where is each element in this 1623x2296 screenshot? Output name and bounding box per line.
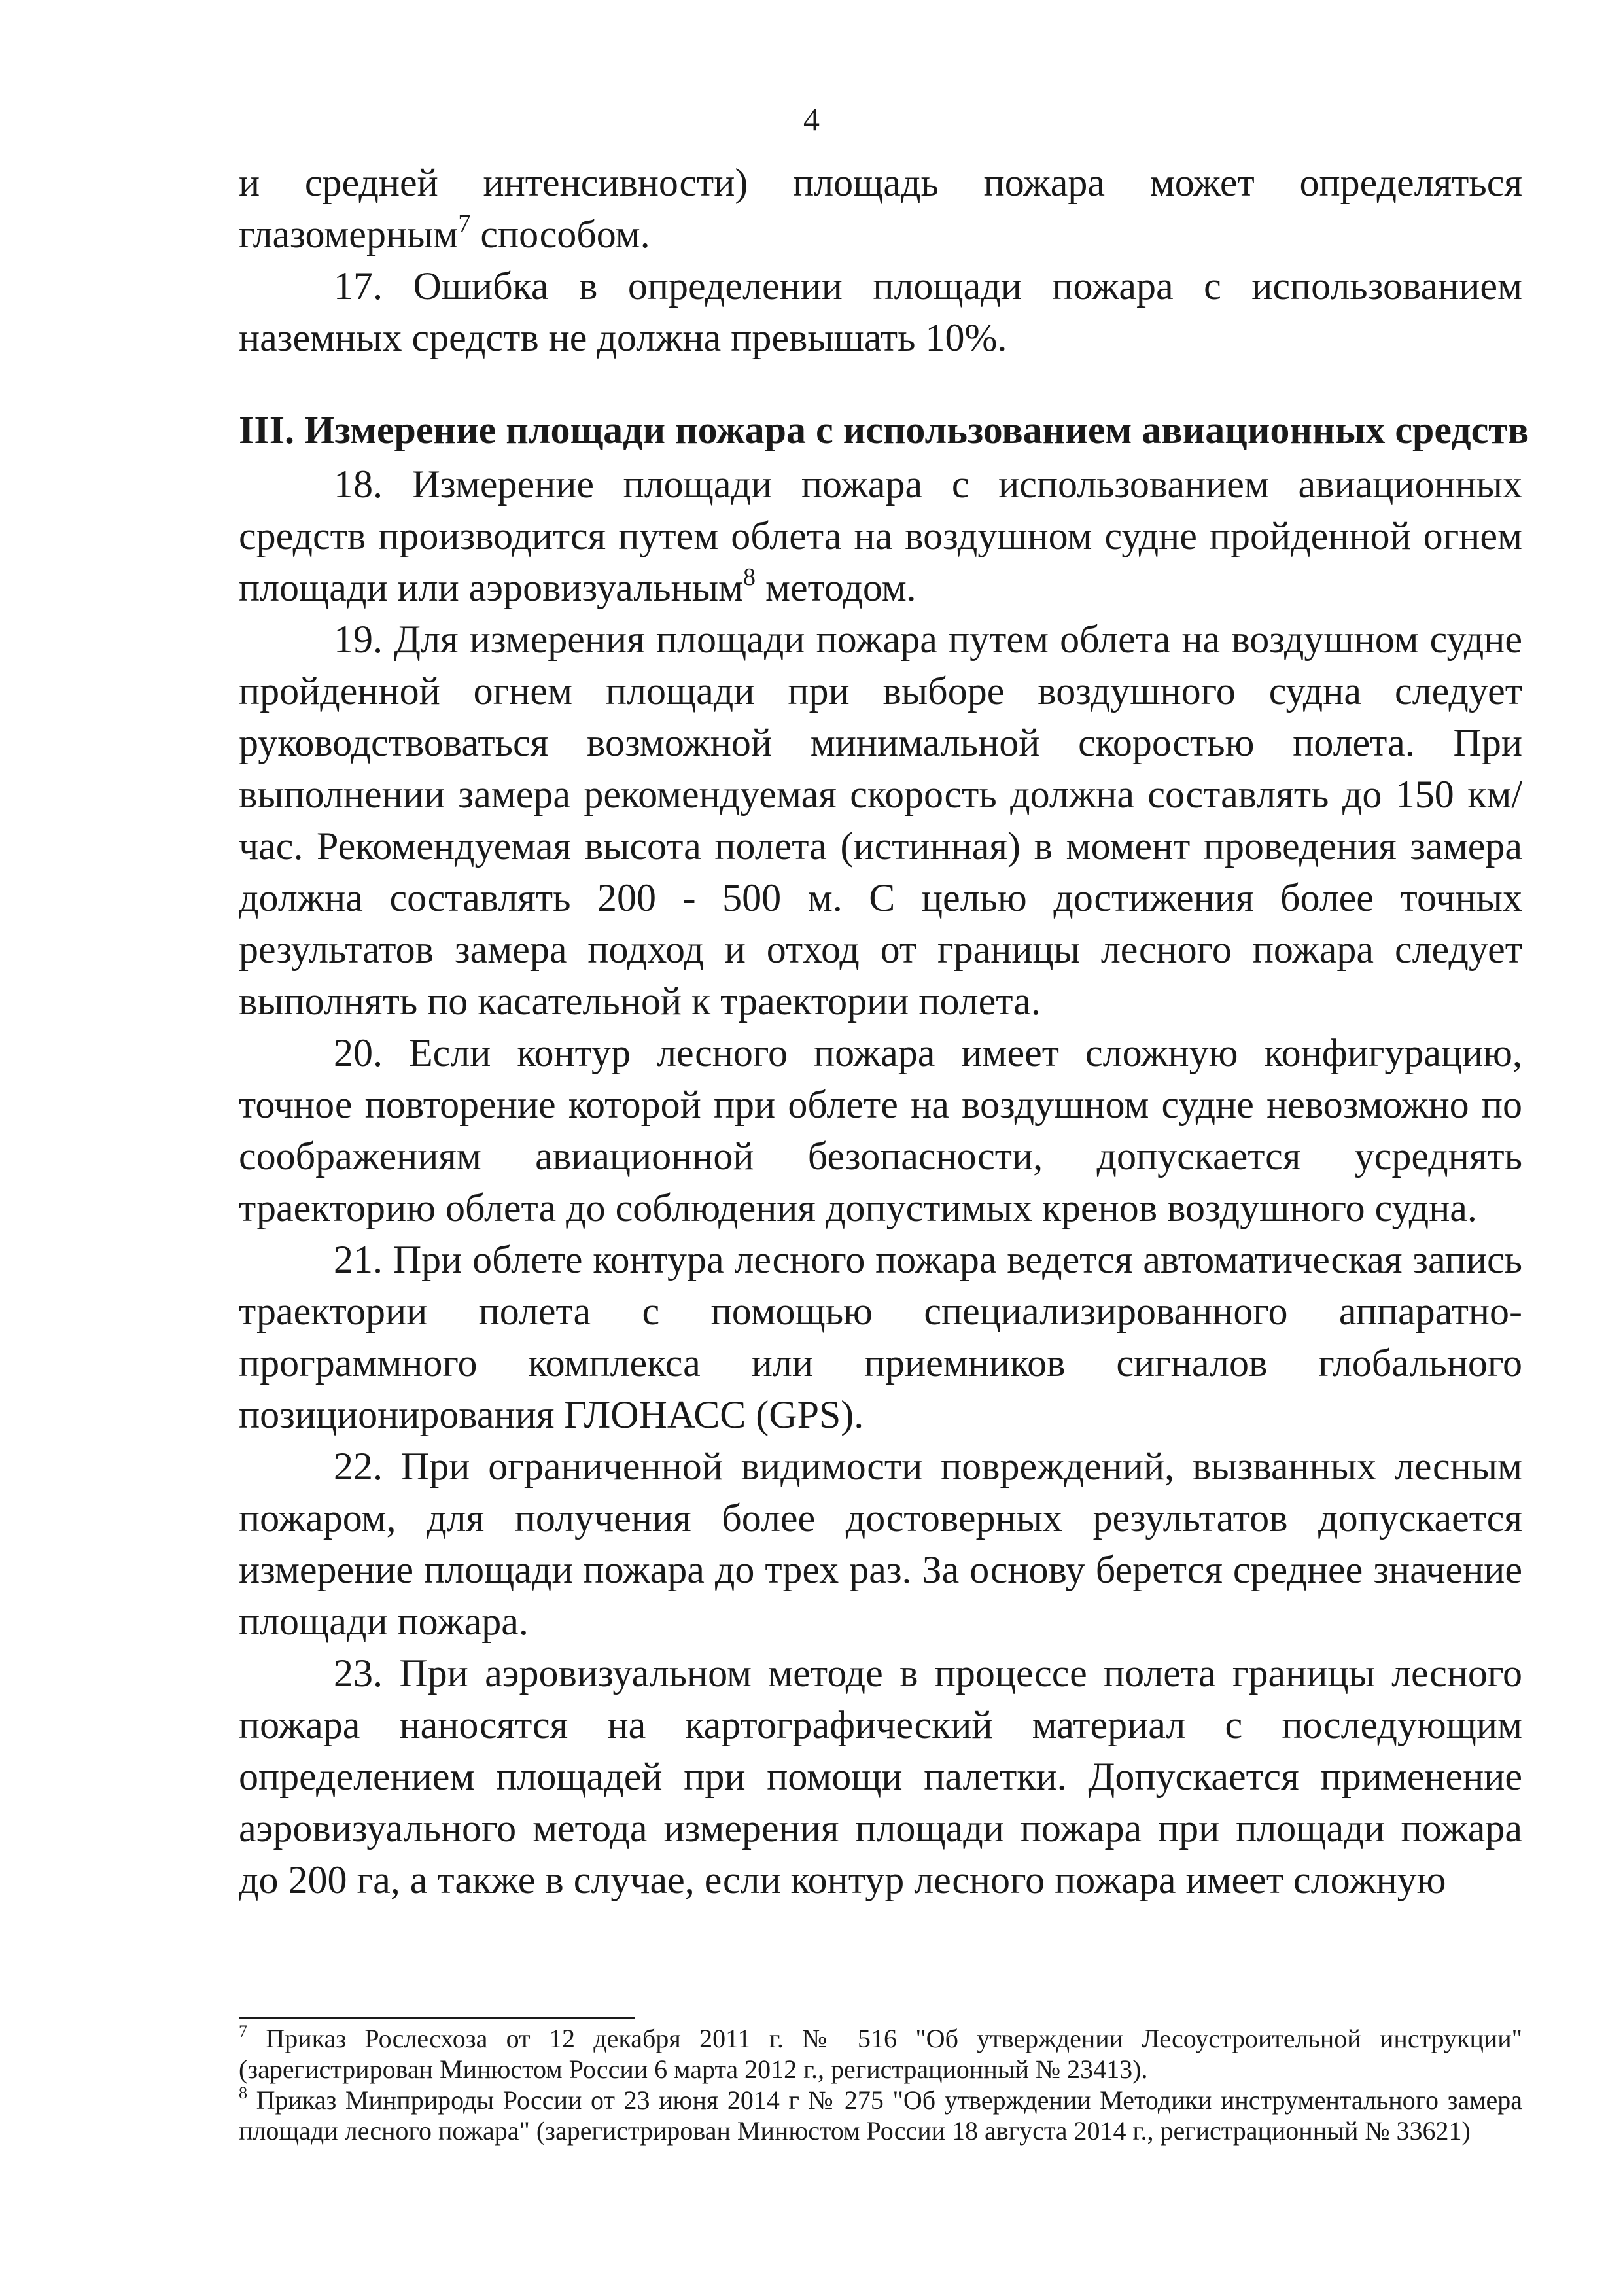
paragraph-17: 17. Ошибка в определении площади пожара с использованием наземных средств не должна превышать 10%. (239, 264, 1522, 359)
paragraph-continuation-end: способом. (470, 213, 650, 256)
paragraph-18-text: 18. Измерение площади пожара с использованием авиационных средств производится путем облета на воздушном судне пройденной огнем площади или аэровизуальным (239, 463, 1522, 609)
section-heading: III. Измерение площади пожара с использованием авиационных средств (239, 408, 1529, 451)
footnote-ref-8: 8 (743, 563, 756, 591)
paragraph-19: 19. Для измерения площади пожара путем облета на воздушном судне пройденной огнем площади при выборе воздушного судна следует руководствоваться возможной минимальной скоростью полета. При выполнении замера рекомендуемая скорость должна составлять до 150 км/час. Рекомендуемая высота полета (истинная) в момент проведения замера должна составлять 200 - 500 м. С целью достижения более точных результатов замера подход и отход от границы лесного пожара следует выполнять по касательной к траектории полета. (239, 618, 1522, 1023)
footnote-7-text: Приказ Рослесхоза от 12 декабря 2011 г. № 516 "Об утверждении Лесоустроительной инструкции" (зарегистрирован Минюстом России 6 марта 2012 г., регистрационный № 23413). (239, 2024, 1522, 2084)
footnote-divider (239, 2017, 635, 2019)
paragraph-18 (239, 459, 1522, 614)
footnote-7-mark: 7 (239, 2022, 247, 2041)
page-number: 4 (803, 101, 820, 137)
paragraph-18-end: методом. (756, 566, 916, 609)
paragraph-23: 23. При аэровизуальном методе в процессе полета границы лесного пожара наносятся на картографический материал с последующим определением площадей при помощи палетки. Допускается применение аэровизуального метода измерения площади пожара при площади пожара до 200 га, а также в случае, если контур лесного пожара имеет сложную (239, 1651, 1522, 1901)
footnote-ref-7: 7 (458, 210, 471, 238)
paragraph-continuation-text: и средней интенсивности) площадь пожара может определяться глазомерным (239, 161, 1522, 256)
footnotes (239, 2023, 1522, 2146)
footnote-8-mark: 8 (239, 2083, 247, 2102)
paragraph-21: 21. При облете контура лесного пожара ведется автоматическая запись траектории полета с помощью специализированного аппаратно-программного комплекса или приемников сигналов глобального позиционирования ГЛОНАСС (GPS). (239, 1238, 1522, 1436)
footnote-8 (239, 2085, 1522, 2146)
document-body (239, 157, 1529, 1906)
footnote-7 (239, 2023, 1522, 2085)
paragraph-20: 20. Если контур лесного пожара имеет сложную конфигурацию, точное повторение которой при облете на воздушном судне невозможно по соображениям авиационной безопасности, допускается усреднять траекторию облета до соблюдения допустимых кренов воздушного судна. (239, 1031, 1522, 1229)
paragraph-22: 22. При ограниченной видимости повреждений, вызванных лесным пожаром, для получения более достоверных результатов допускается измерение площади пожара до трех раз. За основу берется среднее значение площади пожара. (239, 1445, 1522, 1643)
paragraph-continuation (239, 157, 1522, 260)
footnote-8-text: Приказ Минприроды России от 23 июня 2014 г № 275 "Об утверждении Методики инструментального замера площади лесного пожара" (зарегистрирован Минюстом России 18 августа 2014 г., регистрационный № 33621) (239, 2085, 1522, 2146)
